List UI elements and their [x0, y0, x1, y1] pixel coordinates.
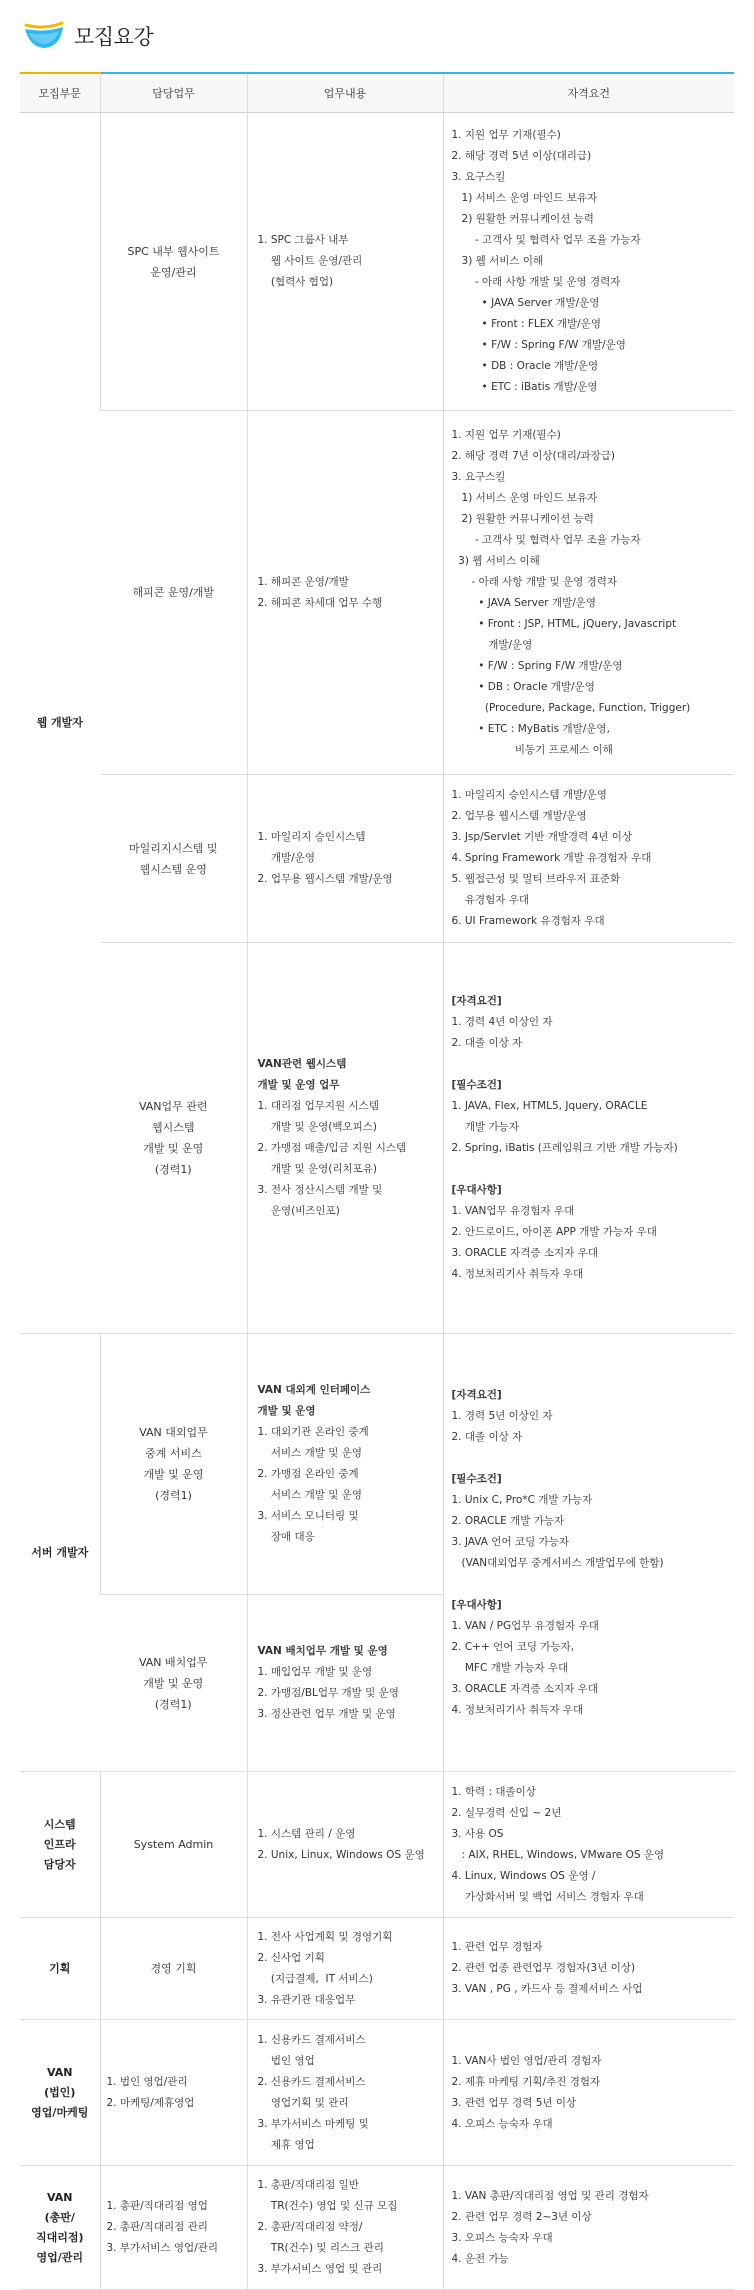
tasks-cell: 1. 마일리지 승인시스템 개발/운영 2. 업무용 웹시스템 개발/운영	[247, 775, 443, 943]
requirements-cell: 1. 지원 업무 기재(필수) 2. 해당 경력 7년 이상(대리/과장급) 3. 요구스킬 1) 서비스 운영 마인드 보유자 2) 원활한 커뮤니케이션 능력 - 고객사 및 협력사 업무 조율 가능자 3) 웹 서비스 이해 - 아래 사항 개발 및 운영 경력자 • JAVA Server 개발/운영 • Front : JSP, HTML, jQuery, Javascript 개발/운영 • F/W : Spring F/W 개발/운영 • DB : Oracle 개발/운영 (Procedure, Package, Function, Trigger) • ETC : MyBatis 개발/운영, 비동기 프로세스 이해	[443, 411, 734, 775]
req-preferred-list: 1. VAN업무 유경험자 우대 2. 안드로이드, 아이폰 APP 개발 가능자 우대 3. ORACLE 자격증 소지자 우대 4. 정보처리기사 취득자 우대	[451, 1205, 657, 1280]
req-qualification-list: 1. 경력 5년 이상인 자 2. 대졸 이상 자	[451, 1409, 553, 1443]
page-header	[0, 0, 754, 72]
requirements-cell: 1. VAN 총판/직대리점 영업 및 관리 경험자 2. 관련 업무 경력 2~3년 이상 3. 오피스 능숙자 우대 4. 운전 가능	[443, 2166, 734, 2290]
tasks-list: 1. 매입업무 개발 및 운영 2. 가맹점/BL업무 개발 및 운영 3. 정산관련 업무 개발 및 운영	[257, 1666, 399, 1720]
category-system-infra: 시스템 인프라 담당자	[20, 1772, 100, 1918]
req-mandatory-list: 1. JAVA, Flex, HTML5, Jquery, ORACLE 개발 가능자 2. Spring, iBatis (프레임워크 기반 개발 가능자)	[451, 1100, 678, 1154]
tasks-cell	[247, 1595, 443, 1772]
req-qualification-list: 1. 경력 4년 이상인 자 2. 대졸 이상 자	[451, 1016, 553, 1049]
duty-cell: 1. 총판/직대리점 영업 2. 총판/직대리점 관리 3. 부가서비스 영업/관리	[100, 2166, 247, 2290]
req-preferred-list: 1. VAN / PG업무 유경험자 우대 2. C++ 언어 코딩 가능자, MFC 개발 가능자 우대 3. ORACLE 자격증 소지자 우대 4. 정보처리기사 취득자 우대	[451, 1619, 599, 1716]
tasks-cell: 1. 시스템 관리 / 운영 2. Unix, Linux, Windows OS 운영	[247, 1772, 443, 1918]
column-header-requirements: 자격요건	[443, 73, 734, 113]
requirements-cell: 1. 학력 : 대졸이상 2. 실무경력 신입 ~ 2년 3. 사용 OS : AIX, RHEL, Windows, VMware OS 운영 4. Linux, Windows OS 운영 / 가상화서버 및 백업 서비스 경험자 우대	[443, 1772, 734, 1918]
requirements-cell: 1. 관련 업무 경험자 2. 관련 업종 관련업무 경험자(3년 이상) 3. VAN , PG , 카드사 등 결제서비스 사업	[443, 1918, 734, 2020]
duty-cell: VAN 대외업무 중계 서비스 개발 및 운영 (경력1)	[100, 1334, 247, 1595]
category-web-developer: 웹 개발자	[20, 113, 100, 1334]
req-heading-qualification: [자격요건]	[451, 1388, 502, 1401]
category-van-corporate: VAN (법인) 영업/마케팅	[20, 2020, 100, 2166]
duty-cell: VAN업무 관련 웹시스템 개발 및 운영 (경력1)	[100, 943, 247, 1334]
table-row	[20, 2166, 734, 2290]
category-server-developer: 서버 개발자	[20, 1334, 100, 1772]
requirements-cell	[443, 1334, 734, 1772]
table-row	[20, 113, 734, 411]
tasks-cell	[247, 1334, 443, 1595]
tasks-list: 1. 대외기관 온라인 중계 서비스 개발 및 운영 2. 가맹점 온라인 중계 서비스 개발 및 운영 3. 서비스 모니터링 및 장애 대응	[257, 1426, 369, 1543]
req-heading-preferred: [우대사항]	[451, 1598, 502, 1611]
tasks-cell: 1. 총판/직대리점 일반 TR(건수) 영업 및 신규 모집 2. 총판/직대리점 약정/ TR(건수) 및 리스크 관리 3. 부가서비스 영업 및 관리	[247, 2166, 443, 2290]
table-header-row	[20, 73, 734, 113]
tasks-cell: 1. 해피콘 운영/개발 2. 해피콘 차세대 업무 수행	[247, 411, 443, 775]
table-row	[20, 775, 734, 943]
requirements-cell: 1. 지원 업무 기재(필수) 2. 해당 경력 5년 이상(대리급) 3. 요구스킬 1) 서비스 운영 마인드 보유자 2) 원활한 커뮤니케이션 능력 - 고객사 및 협력사 업무 조율 가능자 3) 웹 서비스 이해 - 아래 사항 개발 및 운영 경력자 • JAVA Server 개발/운영 • Front : FLEX 개발/운영 • F/W : Spring F/W 개발/운영 • DB : Oracle 개발/운영 • ETC : iBatis 개발/운영	[443, 113, 734, 411]
table-row	[20, 1334, 734, 1595]
table-row	[20, 1918, 734, 2020]
duty-cell: SPC 내부 웹사이트 운영/관리	[100, 113, 247, 411]
requirements-cell	[443, 943, 734, 1334]
tasks-cell	[247, 943, 443, 1334]
table-row	[20, 2020, 734, 2166]
tasks-heading: VAN관련 웹시스템 개발 및 운영 업무	[257, 1058, 347, 1091]
column-header-category: 모집부문	[20, 73, 100, 113]
brand-logo-icon	[22, 21, 66, 51]
req-heading-mandatory: [필수조건]	[451, 1079, 502, 1091]
table-row	[20, 411, 734, 775]
category-van-agency: VAN (총판/ 직대리점) 영업/관리	[20, 2166, 100, 2290]
duty-cell: 경영 기획	[100, 1918, 247, 2020]
tasks-cell: 1. 신용카드 결제서비스 법인 영업 2. 신용카드 결제서비스 영업기획 및 관리 3. 부가서비스 마케팅 및 제휴 영업	[247, 2020, 443, 2166]
page-title: 모집요강	[74, 25, 154, 49]
req-heading-preferred: [우대사항]	[451, 1184, 502, 1196]
duty-cell: 해피콘 운영/개발	[100, 411, 247, 775]
duty-cell: System Admin	[100, 1772, 247, 1918]
duty-cell: VAN 배치업무 개발 및 운영 (경력1)	[100, 1595, 247, 1772]
table-row	[20, 943, 734, 1334]
column-header-tasks: 업무내용	[247, 73, 443, 113]
tasks-cell: 1. 전사 사업계획 및 경영기획 2. 신사업 기획 (지급결제, IT 서비스) 3. 유관기관 대응업무	[247, 1918, 443, 2020]
req-heading-mandatory: [필수조건]	[451, 1472, 502, 1485]
tasks-heading: VAN 배치업무 개발 및 운영	[257, 1645, 388, 1657]
category-planning: 기획	[20, 1918, 100, 2020]
requirements-cell: 1. VAN사 법인 영업/관리 경험자 2. 제휴 마케팅 기획/추진 경험자 3. 관련 업무 경력 5년 이상 4. 오피스 능숙자 우대	[443, 2020, 734, 2166]
requirements-cell: 1. 마일리지 승인시스템 개발/운영 2. 업무용 웹시스템 개발/운영 3. Jsp/Servlet 기반 개발경력 4년 이상 4. Spring Framework 개발 유경험자 우대 5. 웹접근성 및 멀티 브라우저 표준화 유경험자 우대 6. UI Framework 유경험자 우대	[443, 775, 734, 943]
table-row	[20, 1772, 734, 1918]
duty-cell: 마일리지시스템 및 웹시스템 운영	[100, 775, 247, 943]
tasks-heading: VAN 대외계 인터페이스 개발 및 운영	[257, 1384, 371, 1417]
duty-cell: 1. 법인 영업/관리 2. 마케팅/제휴영업	[100, 2020, 247, 2166]
req-mandatory-list: 1. Unix C, Pro*C 개발 가능자 2. ORACLE 개발 가능자 3. JAVA 언어 코딩 가능자 (VAN대외업무 중계서비스 개발업무에 한함)	[451, 1493, 664, 1569]
column-header-duty: 담당업무	[100, 73, 247, 113]
tasks-list: 1. 대리점 업무지원 시스템 개발 및 운영(백오피스) 2. 가맹점 매출/입금 지원 시스템 개발 및 운영(리치포유) 3. 전사 정산시스템 개발 및 운영(비즈인포)	[257, 1100, 407, 1217]
req-heading-qualification: [자격요건]	[451, 995, 502, 1007]
tasks-cell: 1. SPC 그룹사 내부 웹 사이트 운영/관리 (협력사 협업)	[247, 113, 443, 411]
recruitment-table	[20, 72, 734, 2290]
